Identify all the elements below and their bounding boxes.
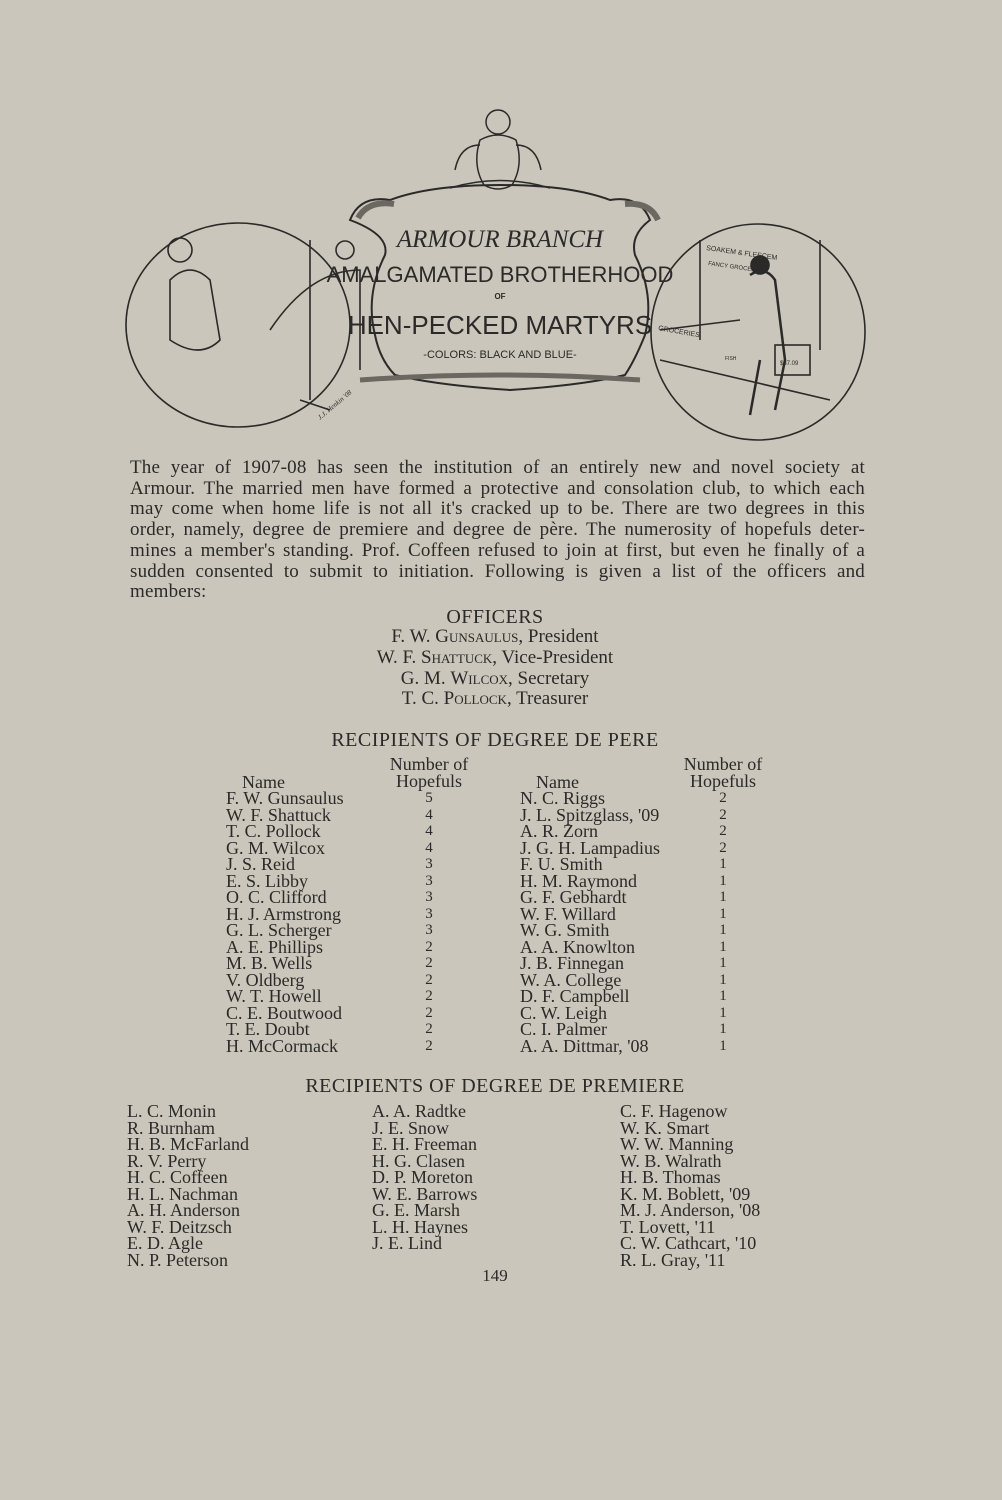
- hopefuls-count: 1: [719, 889, 727, 905]
- member-name: A. E. Phillips: [226, 936, 324, 957]
- hopefuls-count: 4: [425, 839, 433, 856]
- list-item: J. E. Snow: [372, 1117, 450, 1138]
- pere-table-left: [226, 790, 474, 1054]
- member-name: E. S. Libby: [226, 870, 309, 891]
- col-name: Name: [242, 771, 285, 792]
- hopefuls-count: 1: [719, 938, 727, 955]
- member-name: M. B. Wells: [226, 953, 313, 973]
- list-item: A. H. Anderson: [127, 1200, 240, 1220]
- member-name: W. F. Shattuck: [226, 804, 331, 825]
- banner-line3: HEN-PECKED MARTYRS: [347, 310, 653, 340]
- hopefuls-count: 1: [719, 1021, 727, 1037]
- member-name: O. C. Clifford: [226, 887, 327, 907]
- member-name: H. McCormack: [226, 1035, 338, 1056]
- member-name: F. W. Gunsaulus: [226, 788, 344, 808]
- member-name: A. A. Knowlton: [520, 936, 636, 957]
- hopefuls-count: 2: [719, 806, 727, 823]
- officer-role: , Treasurer: [506, 688, 589, 710]
- hopefuls-count: 1: [719, 1037, 727, 1054]
- hopefuls-count: 2: [425, 988, 433, 1004]
- officer-surname: Wilcox: [450, 667, 509, 689]
- hopefuls-count: 1: [719, 872, 727, 889]
- member-name: F. U. Smith: [520, 854, 603, 874]
- hopefuls-count: 1: [719, 988, 727, 1004]
- intro-line: The year of 1907-08 has seen the institution of an entirely new and novel society at: [130, 457, 865, 478]
- member-name: G. F. Gebhardt: [520, 887, 627, 907]
- header-illustration: [120, 100, 880, 445]
- member-name: G. M. Wilcox: [226, 837, 325, 858]
- artist-signature: J.J. Henkin '08: [316, 388, 354, 422]
- page-number: 149: [482, 1266, 508, 1285]
- list-item: K. M. Boblett, '09: [620, 1183, 751, 1204]
- member-name: T. C. Pollock: [226, 821, 321, 841]
- member-name: V. Oldberg: [226, 969, 305, 990]
- premiere-column-1: [127, 1103, 249, 1268]
- member-name: H. J. Armstrong: [226, 903, 342, 924]
- premiere-column-3: [620, 1103, 760, 1268]
- hopefuls-count: 3: [425, 872, 433, 889]
- officer-role: , President: [518, 626, 599, 647]
- member-name: D. F. Campbell: [520, 986, 630, 1006]
- officer-line: [0, 627, 990, 648]
- list-item: D. P. Moreton: [372, 1167, 474, 1187]
- member-name: W. F. Willard: [520, 903, 616, 924]
- col-hopefuls: Hopefuls: [396, 770, 462, 791]
- list-item: L. H. Haynes: [372, 1216, 468, 1237]
- cherub-drawing: [450, 110, 550, 189]
- left-vignette-bedroom-scene: [126, 223, 360, 427]
- banner-colors: -COLORS: BLACK AND BLUE-: [423, 349, 577, 361]
- table-row: [226, 1038, 474, 1055]
- member-name: W. T. Howell: [226, 986, 322, 1006]
- premiere-heading: RECIPIENTS OF DEGREE DE PREMIERE: [305, 1075, 685, 1097]
- officer-role: , Secretary: [508, 667, 590, 689]
- hopefuls-count: 1: [719, 856, 727, 872]
- intro-line: order, namely, degree de premiere and degree de père. The numerosity of hopefuls deter-: [130, 519, 865, 541]
- list-item: W. K. Smart: [620, 1117, 710, 1138]
- officer-role: , Vice-President: [492, 646, 614, 668]
- list-item: E. H. Freeman: [372, 1134, 477, 1154]
- intro-line: Armour. The married men have formed a protective and consolation club, to which each: [130, 477, 865, 499]
- member-name: A. R. Zorn: [520, 821, 598, 841]
- member-name: A. A. Dittmar, '08: [520, 1035, 649, 1056]
- officer-surname: Pollock: [443, 688, 507, 710]
- list-item: H. L. Nachman: [127, 1183, 238, 1204]
- hopefuls-count: 1: [719, 905, 727, 922]
- list-item: W. E. Barrows: [372, 1183, 478, 1204]
- member-name: J. B. Finnegan: [520, 953, 625, 973]
- list-item: C. F. Hagenow: [620, 1101, 728, 1121]
- officer-initials: T. C.: [401, 688, 439, 710]
- member-name: N. C. Riggs: [520, 788, 606, 808]
- hopefuls-count: 2: [425, 938, 433, 955]
- officer-initials: G. M.: [400, 667, 446, 689]
- list-item: C. W. Cathcart, '10: [620, 1233, 757, 1253]
- col-name: Name: [536, 771, 579, 792]
- col-hopefuls: Hopefuls: [690, 770, 756, 791]
- intro-line: may come when home life is not all it's cracked up to be. There are two degrees in this: [130, 498, 865, 520]
- hopefuls-count: 2: [719, 839, 727, 856]
- member-name: T. E. Doubt: [226, 1019, 310, 1039]
- member-name: G. L. Scherger: [226, 920, 332, 940]
- member-name: C. W. Leigh: [520, 1002, 608, 1023]
- list-item: T. Lovett, '11: [620, 1216, 716, 1237]
- officer-initials: F. W.: [391, 626, 431, 647]
- list-item: W. B. Walrath: [620, 1150, 722, 1171]
- hopefuls-count: 2: [425, 1037, 433, 1054]
- list-item: R. Burnham: [127, 1117, 215, 1138]
- hopefuls-count: 2: [425, 971, 433, 988]
- member-name: C. E. Boutwood: [226, 1002, 343, 1023]
- hopefuls-count: 1: [719, 955, 727, 971]
- col-number-of: Number of: [683, 754, 763, 774]
- price-tag: $87.09: [780, 361, 799, 367]
- hopefuls-count: 3: [425, 889, 433, 905]
- list-item: G. E. Marsh: [372, 1200, 460, 1220]
- officer-line: [0, 648, 990, 669]
- hopefuls-count: 2: [425, 955, 433, 971]
- list-item: E. D. Agle: [127, 1233, 203, 1253]
- intro-paragraph: [130, 458, 865, 603]
- hopefuls-count: 3: [425, 922, 433, 938]
- officers-list: [0, 627, 990, 710]
- banner-line2: AMALGAMATED BROTHERHOOD: [326, 262, 674, 287]
- list-item: W. W. Manning: [620, 1134, 734, 1154]
- list-item: W. F. Deitzsch: [127, 1216, 232, 1237]
- shop-sign-2: FANCY GROCERIES: [707, 261, 766, 275]
- member-name: J. S. Reid: [226, 854, 296, 874]
- hopefuls-count: 1: [719, 922, 727, 938]
- list-item: H. B. McFarland: [127, 1134, 249, 1154]
- hopefuls-count: 2: [719, 823, 727, 839]
- premiere-column-2: [372, 1103, 477, 1252]
- officer-line: [0, 669, 990, 690]
- officer-surname: Gunsaulus: [435, 626, 519, 647]
- hopefuls-count: 4: [425, 823, 433, 839]
- table-row: [520, 1038, 768, 1055]
- list-item: M. J. Anderson, '08: [620, 1200, 761, 1220]
- fish-label: FISH: [725, 356, 737, 362]
- list-item: R. L. Gray, '11: [620, 1249, 726, 1270]
- banner-of: OF: [494, 292, 506, 301]
- member-name: C. I. Palmer: [520, 1019, 607, 1039]
- banner-line1: ARMOUR BRANCH: [396, 226, 604, 253]
- member-name: H. M. Raymond: [520, 870, 637, 891]
- officer-surname: Shattuck: [421, 646, 493, 668]
- groceries-sign: GROCERIES: [657, 325, 701, 340]
- member-name: W. A. College: [520, 969, 622, 990]
- hopefuls-count: 2: [425, 1004, 433, 1021]
- shop-sign: SOAKEM & FLEECEM: [705, 245, 778, 262]
- hopefuls-count: 2: [719, 790, 727, 806]
- pere-heading: RECIPIENTS OF DEGREE DE PERE: [331, 729, 659, 751]
- intro-line: members:: [130, 581, 207, 603]
- hopefuls-count: 3: [425, 905, 433, 922]
- member-name: W. G. Smith: [520, 920, 610, 940]
- hopefuls-count: 1: [719, 1004, 727, 1021]
- list-item: J. E. Lind: [372, 1233, 442, 1253]
- list-item: A. A. Radtke: [372, 1101, 466, 1121]
- member-name: J. G. H. Lampadius: [520, 837, 660, 858]
- list-item: H. C. Coffeen: [127, 1167, 228, 1187]
- officer-line: [0, 689, 990, 710]
- intro-line: mines a member's standing. Prof. Coffeen refused to join at first, but even he finally of a: [130, 539, 865, 561]
- list-item: H. B. Thomas: [620, 1167, 721, 1187]
- hopefuls-count: 5: [425, 790, 433, 806]
- list-item: R. V. Perry: [127, 1150, 207, 1171]
- member-name: J. L. Spitzglass, '09: [520, 804, 660, 825]
- pere-table-right: [520, 790, 768, 1054]
- hopefuls-count: 1: [719, 971, 727, 988]
- hopefuls-count: 4: [425, 806, 433, 823]
- officer-initials: W. F.: [376, 646, 417, 668]
- hopefuls-count: 3: [425, 856, 433, 872]
- list-item: N. P. Peterson: [127, 1249, 229, 1270]
- list-item: L. C. Monin: [127, 1101, 217, 1121]
- officers-heading: OFFICERS: [446, 606, 544, 628]
- intro-line: sudden consented to submit to initiation. Following is given a list of the officers and: [130, 560, 865, 582]
- hopefuls-count: 2: [425, 1021, 433, 1037]
- list-item: H. G. Clasen: [372, 1150, 465, 1171]
- col-number-of: Number of: [389, 754, 469, 774]
